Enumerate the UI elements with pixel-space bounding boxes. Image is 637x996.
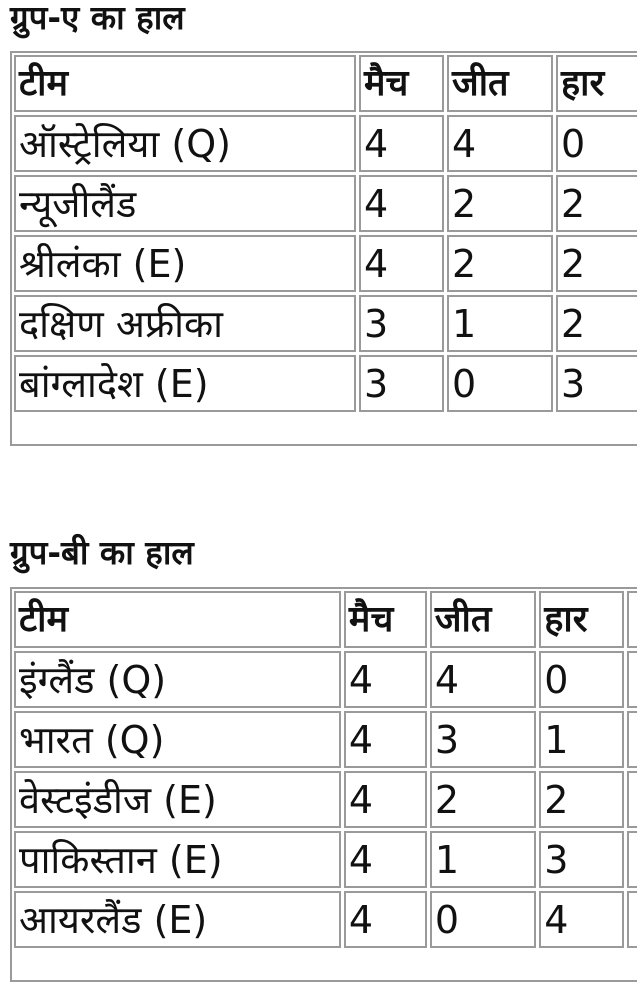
header-truncated: [627, 591, 637, 648]
team-name: पाकिस्तान (E): [14, 831, 341, 888]
header-team: टीम: [14, 55, 356, 112]
losses-cell: 3: [539, 831, 624, 888]
wins-cell: 3: [430, 711, 536, 768]
matches-cell: 4: [359, 235, 444, 292]
group-a-table: [11, 52, 637, 415]
table-row: [14, 891, 637, 948]
header-losses: हार: [556, 55, 637, 112]
header-losses: हार: [539, 591, 624, 648]
losses-cell: 0: [556, 115, 637, 172]
wins-cell: 1: [430, 831, 536, 888]
header-matches: मैच: [359, 55, 444, 112]
losses-cell: 2: [556, 175, 637, 232]
truncated-cell: [627, 711, 637, 768]
team-name: आयरलैंड (E): [14, 891, 341, 948]
table-row: [14, 711, 637, 768]
truncated-cell: [627, 831, 637, 888]
header-wins: जीत: [447, 55, 553, 112]
matches-cell: 4: [359, 115, 444, 172]
team-name: दक्षिण अफ्रीका: [14, 295, 356, 352]
header-matches: मैच: [344, 591, 427, 648]
table-row: [14, 115, 637, 172]
table-row: [14, 651, 637, 708]
team-name: वेस्टइंडीज (E): [14, 771, 341, 828]
group-b-table: [11, 588, 637, 951]
table-header-row: [14, 55, 637, 112]
table-row: [14, 771, 637, 828]
losses-cell: 2: [539, 771, 624, 828]
truncated-cell: [627, 891, 637, 948]
wins-cell: 2: [447, 235, 553, 292]
matches-cell: 4: [359, 175, 444, 232]
matches-cell: 4: [344, 831, 427, 888]
table-header-row: [14, 591, 637, 648]
matches-cell: 3: [359, 355, 444, 412]
team-name: श्रीलंका (E): [14, 235, 356, 292]
wins-cell: 2: [447, 175, 553, 232]
wins-cell: 2: [430, 771, 536, 828]
header-wins: जीत: [430, 591, 536, 648]
group-b-heading: ग्रुप-बी का हाल: [10, 533, 194, 572]
losses-cell: 2: [556, 295, 637, 352]
table-row: [14, 355, 637, 412]
wins-cell: 0: [447, 355, 553, 412]
losses-cell: 1: [539, 711, 624, 768]
group-b-table-frame: [10, 587, 637, 982]
table-row: [14, 175, 637, 232]
team-name: इंग्लैंड (Q): [14, 651, 341, 708]
truncated-cell: [627, 771, 637, 828]
group-a-table-frame: [10, 51, 637, 446]
matches-cell: 4: [344, 651, 427, 708]
truncated-cell: [627, 651, 637, 708]
table-row: [14, 831, 637, 888]
losses-cell: 0: [539, 651, 624, 708]
team-name: न्यूजीलैंड: [14, 175, 356, 232]
table-row: [14, 235, 637, 292]
matches-cell: 4: [344, 771, 427, 828]
header-team: टीम: [14, 591, 341, 648]
wins-cell: 4: [430, 651, 536, 708]
losses-cell: 3: [556, 355, 637, 412]
losses-cell: 2: [556, 235, 637, 292]
table-row: [14, 295, 637, 352]
team-name: भारत (Q): [14, 711, 341, 768]
losses-cell: 4: [539, 891, 624, 948]
wins-cell: 0: [430, 891, 536, 948]
matches-cell: 4: [344, 711, 427, 768]
wins-cell: 4: [447, 115, 553, 172]
team-name: बांग्लादेश (E): [14, 355, 356, 412]
wins-cell: 1: [447, 295, 553, 352]
matches-cell: 4: [344, 891, 427, 948]
team-name: ऑस्ट्रेलिया (Q): [14, 115, 356, 172]
matches-cell: 3: [359, 295, 444, 352]
group-a-heading: ग्रुप-ए का हाल: [10, 0, 185, 37]
